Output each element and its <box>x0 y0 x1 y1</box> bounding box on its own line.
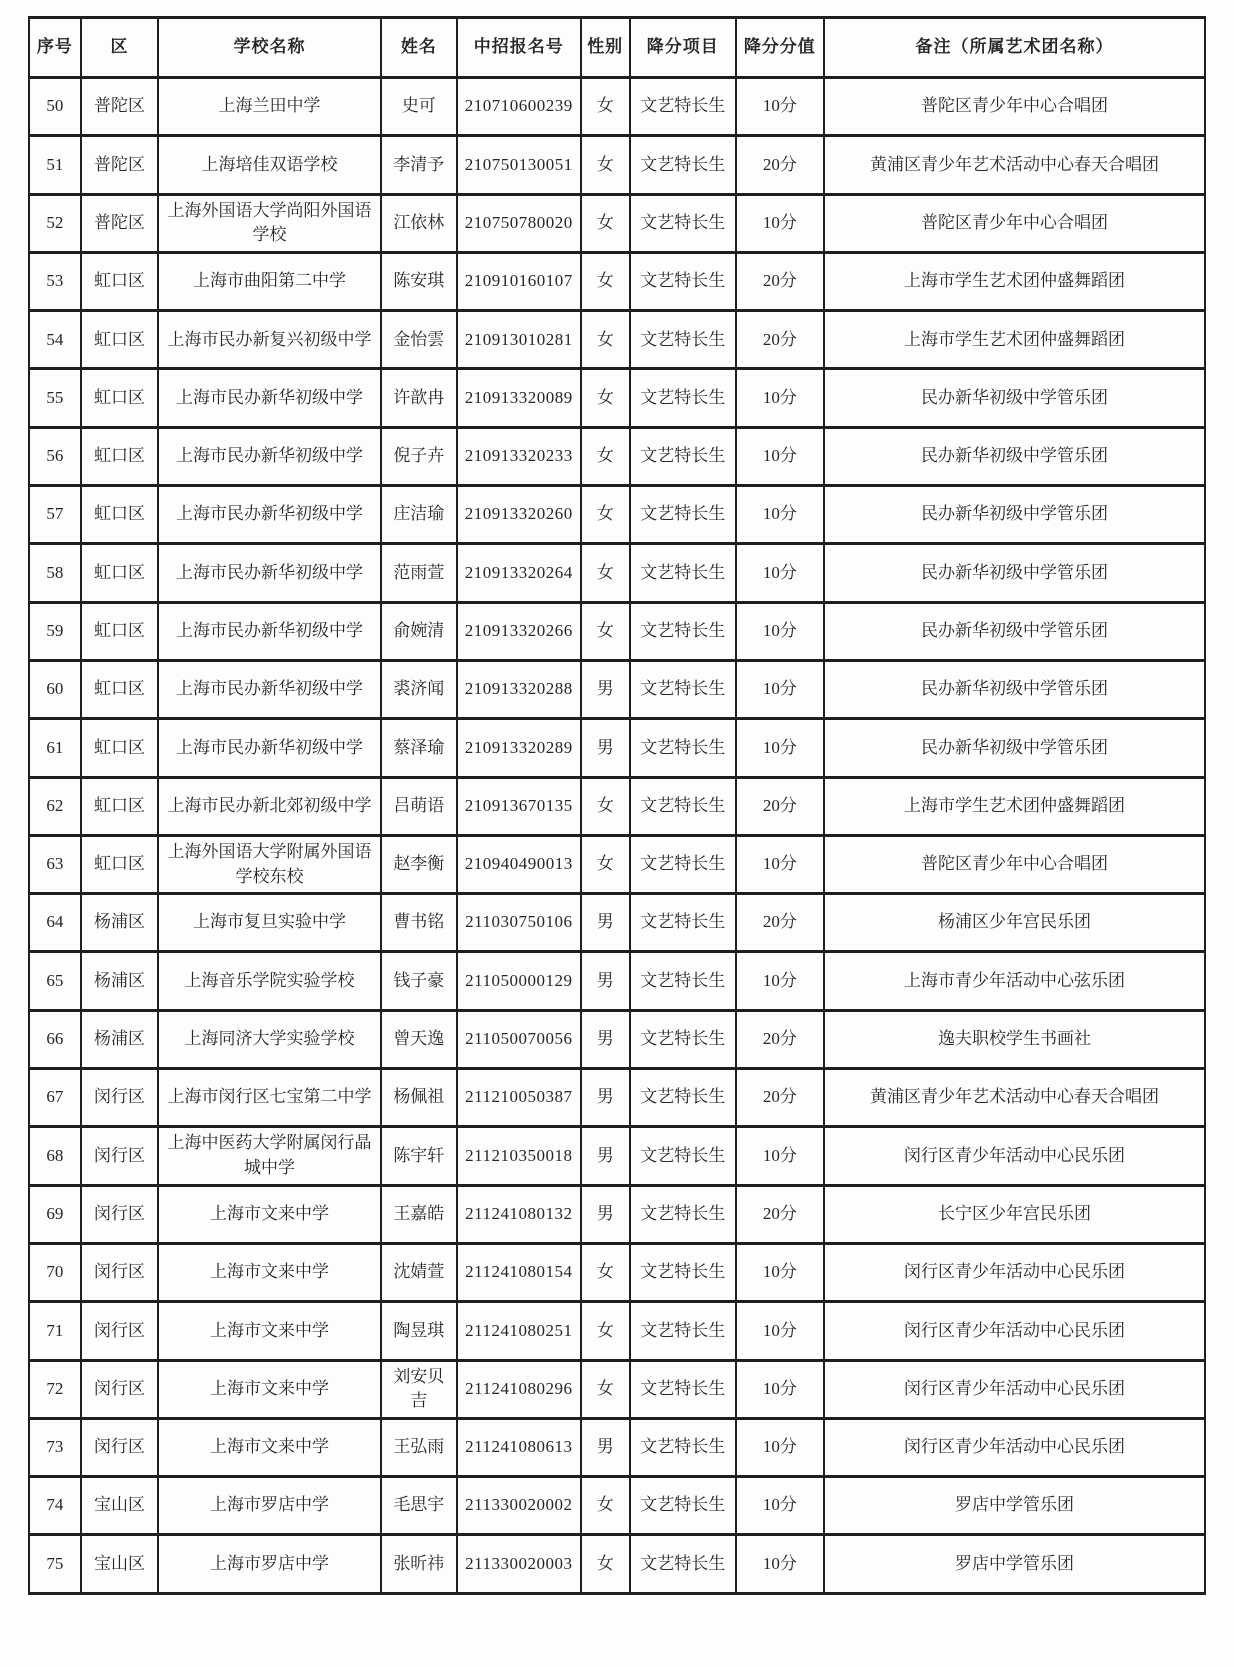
cell-district: 闵行区 <box>81 1069 159 1127</box>
cell-category: 文艺特长生 <box>630 835 736 893</box>
cell-remark: 黄浦区青少年艺术活动中心春天合唱团 <box>824 1069 1205 1127</box>
cell-student-name: 范雨萱 <box>381 544 457 602</box>
cell-points: 20分 <box>736 252 824 310</box>
cell-district: 虹口区 <box>81 777 159 835</box>
cell-registration-no: 211210350018 <box>457 1127 580 1185</box>
cell-registration-no: 210913320260 <box>457 486 580 544</box>
cell-school: 上海市文来中学 <box>158 1418 380 1476</box>
cell-index: 73 <box>29 1418 81 1476</box>
cell-index: 54 <box>29 311 81 369</box>
header-row <box>29 18 1205 78</box>
cell-points: 10分 <box>736 602 824 660</box>
cell-district: 杨浦区 <box>81 894 159 952</box>
student-admissions-table <box>28 16 1206 1595</box>
cell-index: 71 <box>29 1302 81 1360</box>
table-row <box>29 1535 1205 1593</box>
cell-index: 59 <box>29 602 81 660</box>
cell-district: 虹口区 <box>81 311 159 369</box>
cell-registration-no: 210913320264 <box>457 544 580 602</box>
cell-student-name: 李清予 <box>381 136 457 194</box>
cell-student-name: 刘安贝吉 <box>381 1360 457 1418</box>
table-row <box>29 369 1205 427</box>
cell-registration-no: 210710600239 <box>457 78 580 136</box>
cell-remark: 罗店中学管乐团 <box>824 1535 1205 1593</box>
table-row <box>29 835 1205 893</box>
cell-registration-no: 211330020003 <box>457 1535 580 1593</box>
cell-registration-no: 210913320288 <box>457 660 580 718</box>
cell-gender: 女 <box>581 252 630 310</box>
cell-category: 文艺特长生 <box>630 1127 736 1185</box>
cell-remark: 黄浦区青少年艺术活动中心春天合唱团 <box>824 136 1205 194</box>
cell-category: 文艺特长生 <box>630 252 736 310</box>
cell-gender: 女 <box>581 1360 630 1418</box>
cell-registration-no: 210940490013 <box>457 835 580 893</box>
column-header-points: 降分分值 <box>736 18 824 78</box>
cell-gender: 男 <box>581 1127 630 1185</box>
cell-gender: 男 <box>581 1185 630 1243</box>
cell-school: 上海音乐学院实验学校 <box>158 952 380 1010</box>
cell-index: 68 <box>29 1127 81 1185</box>
column-header-district: 区 <box>81 18 159 78</box>
cell-district: 普陀区 <box>81 194 159 252</box>
cell-registration-no: 211050000129 <box>457 952 580 1010</box>
cell-remark: 上海市学生艺术团仲盛舞蹈团 <box>824 252 1205 310</box>
cell-category: 文艺特长生 <box>630 602 736 660</box>
cell-remark: 民办新华初级中学管乐团 <box>824 544 1205 602</box>
table-row <box>29 427 1205 485</box>
cell-category: 文艺特长生 <box>630 427 736 485</box>
cell-district: 宝山区 <box>81 1477 159 1535</box>
cell-school: 上海市民办新华初级中学 <box>158 602 380 660</box>
column-header-school: 学校名称 <box>158 18 380 78</box>
cell-school: 上海市民办新华初级中学 <box>158 719 380 777</box>
cell-student-name: 史可 <box>381 78 457 136</box>
cell-remark: 民办新华初级中学管乐团 <box>824 660 1205 718</box>
cell-category: 文艺特长生 <box>630 311 736 369</box>
cell-registration-no: 211241080613 <box>457 1418 580 1476</box>
cell-student-name: 吕萌语 <box>381 777 457 835</box>
cell-index: 72 <box>29 1360 81 1418</box>
cell-district: 杨浦区 <box>81 1010 159 1068</box>
cell-category: 文艺特长生 <box>630 1010 736 1068</box>
table-row <box>29 1069 1205 1127</box>
cell-remark: 上海市学生艺术团仲盛舞蹈团 <box>824 311 1205 369</box>
cell-index: 60 <box>29 660 81 718</box>
cell-school: 上海市民办新复兴初级中学 <box>158 311 380 369</box>
cell-school: 上海外国语大学尚阳外国语学校 <box>158 194 380 252</box>
cell-index: 66 <box>29 1010 81 1068</box>
cell-category: 文艺特长生 <box>630 660 736 718</box>
cell-remark: 闵行区青少年活动中心民乐团 <box>824 1127 1205 1185</box>
table-row <box>29 1127 1205 1185</box>
cell-remark: 闵行区青少年活动中心民乐团 <box>824 1418 1205 1476</box>
cell-student-name: 钱子豪 <box>381 952 457 1010</box>
cell-points: 10分 <box>736 952 824 1010</box>
cell-gender: 女 <box>581 1535 630 1593</box>
table-row <box>29 719 1205 777</box>
cell-student-name: 江依林 <box>381 194 457 252</box>
table-row <box>29 1010 1205 1068</box>
cell-remark: 民办新华初级中学管乐团 <box>824 369 1205 427</box>
cell-points: 10分 <box>736 1477 824 1535</box>
cell-index: 65 <box>29 952 81 1010</box>
cell-registration-no: 210913320089 <box>457 369 580 427</box>
cell-remark: 民办新华初级中学管乐团 <box>824 486 1205 544</box>
cell-district: 闵行区 <box>81 1302 159 1360</box>
cell-district: 闵行区 <box>81 1243 159 1301</box>
cell-school: 上海市民办新华初级中学 <box>158 660 380 718</box>
cell-index: 56 <box>29 427 81 485</box>
cell-gender: 女 <box>581 777 630 835</box>
table-row <box>29 952 1205 1010</box>
cell-registration-no: 210750130051 <box>457 136 580 194</box>
cell-points: 10分 <box>736 835 824 893</box>
cell-index: 74 <box>29 1477 81 1535</box>
cell-index: 69 <box>29 1185 81 1243</box>
cell-points: 20分 <box>736 894 824 952</box>
cell-remark: 罗店中学管乐团 <box>824 1477 1205 1535</box>
cell-registration-no: 210910160107 <box>457 252 580 310</box>
cell-student-name: 金怡雲 <box>381 311 457 369</box>
cell-student-name: 毛思宇 <box>381 1477 457 1535</box>
cell-points: 10分 <box>736 486 824 544</box>
cell-registration-no: 210750780020 <box>457 194 580 252</box>
cell-registration-no: 211210050387 <box>457 1069 580 1127</box>
column-header-registration-no: 中招报名号 <box>457 18 580 78</box>
cell-remark: 闵行区青少年活动中心民乐团 <box>824 1360 1205 1418</box>
cell-student-name: 杨佩祖 <box>381 1069 457 1127</box>
cell-index: 64 <box>29 894 81 952</box>
cell-points: 10分 <box>736 1302 824 1360</box>
cell-index: 55 <box>29 369 81 427</box>
cell-district: 虹口区 <box>81 602 159 660</box>
cell-district: 杨浦区 <box>81 952 159 1010</box>
cell-registration-no: 211241080296 <box>457 1360 580 1418</box>
cell-category: 文艺特长生 <box>630 1185 736 1243</box>
cell-registration-no: 211050070056 <box>457 1010 580 1068</box>
cell-student-name: 蔡泽瑜 <box>381 719 457 777</box>
cell-student-name: 沈婧萱 <box>381 1243 457 1301</box>
cell-district: 虹口区 <box>81 660 159 718</box>
cell-registration-no: 211241080132 <box>457 1185 580 1243</box>
cell-category: 文艺特长生 <box>630 136 736 194</box>
table-row <box>29 1302 1205 1360</box>
cell-category: 文艺特长生 <box>630 1535 736 1593</box>
cell-district: 普陀区 <box>81 78 159 136</box>
cell-district: 虹口区 <box>81 252 159 310</box>
table-row <box>29 194 1205 252</box>
cell-index: 62 <box>29 777 81 835</box>
cell-points: 10分 <box>736 1127 824 1185</box>
cell-points: 10分 <box>736 660 824 718</box>
cell-student-name: 陈安琪 <box>381 252 457 310</box>
column-header-remark: 备注（所属艺术团名称） <box>824 18 1205 78</box>
cell-remark: 民办新华初级中学管乐团 <box>824 719 1205 777</box>
table-row <box>29 1477 1205 1535</box>
cell-category: 文艺特长生 <box>630 544 736 602</box>
cell-remark: 长宁区少年宫民乐团 <box>824 1185 1205 1243</box>
cell-student-name: 陶昱琪 <box>381 1302 457 1360</box>
table-row <box>29 136 1205 194</box>
cell-category: 文艺特长生 <box>630 719 736 777</box>
cell-district: 闵行区 <box>81 1185 159 1243</box>
cell-gender: 女 <box>581 1243 630 1301</box>
cell-points: 20分 <box>736 777 824 835</box>
cell-category: 文艺特长生 <box>630 1360 736 1418</box>
cell-district: 普陀区 <box>81 136 159 194</box>
cell-remark: 上海市青少年活动中心弦乐团 <box>824 952 1205 1010</box>
cell-points: 20分 <box>736 1010 824 1068</box>
cell-student-name: 陈宇轩 <box>381 1127 457 1185</box>
cell-points: 10分 <box>736 544 824 602</box>
column-header-index: 序号 <box>29 18 81 78</box>
cell-gender: 女 <box>581 194 630 252</box>
cell-index: 50 <box>29 78 81 136</box>
cell-gender: 男 <box>581 952 630 1010</box>
cell-district: 虹口区 <box>81 835 159 893</box>
cell-gender: 女 <box>581 427 630 485</box>
cell-district: 宝山区 <box>81 1535 159 1593</box>
cell-index: 57 <box>29 486 81 544</box>
cell-category: 文艺特长生 <box>630 1069 736 1127</box>
cell-registration-no: 210913320233 <box>457 427 580 485</box>
cell-gender: 男 <box>581 1010 630 1068</box>
cell-district: 闵行区 <box>81 1127 159 1185</box>
cell-points: 10分 <box>736 1243 824 1301</box>
cell-points: 10分 <box>736 194 824 252</box>
table-row <box>29 486 1205 544</box>
cell-school: 上海中医药大学附属闵行晶城中学 <box>158 1127 380 1185</box>
cell-student-name: 裘济闻 <box>381 660 457 718</box>
cell-category: 文艺特长生 <box>630 1477 736 1535</box>
cell-student-name: 赵李衡 <box>381 835 457 893</box>
table-row <box>29 1360 1205 1418</box>
cell-registration-no: 211241080154 <box>457 1243 580 1301</box>
cell-gender: 男 <box>581 719 630 777</box>
cell-school: 上海市民办新华初级中学 <box>158 486 380 544</box>
table-row <box>29 1418 1205 1476</box>
cell-category: 文艺特长生 <box>630 486 736 544</box>
cell-points: 20分 <box>736 1069 824 1127</box>
cell-gender: 男 <box>581 660 630 718</box>
cell-school: 上海市文来中学 <box>158 1243 380 1301</box>
cell-school: 上海市复旦实验中学 <box>158 894 380 952</box>
cell-student-name: 俞婉清 <box>381 602 457 660</box>
cell-gender: 男 <box>581 1418 630 1476</box>
cell-district: 闵行区 <box>81 1360 159 1418</box>
cell-registration-no: 211330020002 <box>457 1477 580 1535</box>
cell-school: 上海市闵行区七宝第二中学 <box>158 1069 380 1127</box>
cell-school: 上海市民办新华初级中学 <box>158 544 380 602</box>
cell-category: 文艺特长生 <box>630 369 736 427</box>
cell-index: 51 <box>29 136 81 194</box>
cell-category: 文艺特长生 <box>630 194 736 252</box>
cell-remark: 上海市学生艺术团仲盛舞蹈团 <box>824 777 1205 835</box>
cell-school: 上海市民办新北郊初级中学 <box>158 777 380 835</box>
cell-remark: 普陀区青少年中心合唱团 <box>824 835 1205 893</box>
cell-registration-no: 211241080251 <box>457 1302 580 1360</box>
cell-remark: 民办新华初级中学管乐团 <box>824 427 1205 485</box>
cell-points: 10分 <box>736 719 824 777</box>
cell-school: 上海市文来中学 <box>158 1185 380 1243</box>
cell-school: 上海市文来中学 <box>158 1360 380 1418</box>
cell-student-name: 曾天逸 <box>381 1010 457 1068</box>
cell-student-name: 庄洁瑜 <box>381 486 457 544</box>
cell-gender: 女 <box>581 369 630 427</box>
table-row <box>29 78 1205 136</box>
cell-gender: 女 <box>581 1477 630 1535</box>
cell-student-name: 张昕祎 <box>381 1535 457 1593</box>
cell-points: 10分 <box>736 1360 824 1418</box>
table-row <box>29 1185 1205 1243</box>
cell-gender: 女 <box>581 136 630 194</box>
cell-points: 10分 <box>736 78 824 136</box>
table-row <box>29 311 1205 369</box>
cell-gender: 女 <box>581 78 630 136</box>
cell-points: 20分 <box>736 311 824 369</box>
cell-index: 61 <box>29 719 81 777</box>
table-row <box>29 660 1205 718</box>
cell-district: 虹口区 <box>81 719 159 777</box>
cell-points: 10分 <box>736 1535 824 1593</box>
cell-student-name: 许歆冉 <box>381 369 457 427</box>
column-header-student-name: 姓名 <box>381 18 457 78</box>
cell-gender: 男 <box>581 1069 630 1127</box>
cell-district: 闵行区 <box>81 1418 159 1476</box>
cell-district: 虹口区 <box>81 369 159 427</box>
cell-student-name: 王嘉皓 <box>381 1185 457 1243</box>
cell-school: 上海市罗店中学 <box>158 1535 380 1593</box>
cell-index: 70 <box>29 1243 81 1301</box>
cell-district: 虹口区 <box>81 544 159 602</box>
cell-registration-no: 210913320266 <box>457 602 580 660</box>
table-body <box>29 78 1205 1594</box>
cell-school: 上海市曲阳第二中学 <box>158 252 380 310</box>
cell-gender: 女 <box>581 544 630 602</box>
cell-remark: 闵行区青少年活动中心民乐团 <box>824 1243 1205 1301</box>
cell-school: 上海同济大学实验学校 <box>158 1010 380 1068</box>
cell-school: 上海市文来中学 <box>158 1302 380 1360</box>
cell-remark: 普陀区青少年中心合唱团 <box>824 78 1205 136</box>
cell-gender: 女 <box>581 1302 630 1360</box>
cell-registration-no: 211030750106 <box>457 894 580 952</box>
cell-registration-no: 210913320289 <box>457 719 580 777</box>
cell-school: 上海市罗店中学 <box>158 1477 380 1535</box>
cell-category: 文艺特长生 <box>630 1302 736 1360</box>
cell-index: 75 <box>29 1535 81 1593</box>
cell-registration-no: 210913010281 <box>457 311 580 369</box>
cell-remark: 普陀区青少年中心合唱团 <box>824 194 1205 252</box>
cell-gender: 女 <box>581 602 630 660</box>
cell-index: 67 <box>29 1069 81 1127</box>
cell-index: 52 <box>29 194 81 252</box>
cell-points: 20分 <box>736 136 824 194</box>
cell-points: 10分 <box>736 427 824 485</box>
cell-category: 文艺特长生 <box>630 894 736 952</box>
table-row <box>29 544 1205 602</box>
cell-school: 上海市民办新华初级中学 <box>158 369 380 427</box>
cell-index: 58 <box>29 544 81 602</box>
cell-gender: 女 <box>581 311 630 369</box>
cell-remark: 逸夫职校学生书画社 <box>824 1010 1205 1068</box>
cell-category: 文艺特长生 <box>630 1243 736 1301</box>
cell-remark: 闵行区青少年活动中心民乐团 <box>824 1302 1205 1360</box>
cell-gender: 男 <box>581 894 630 952</box>
cell-category: 文艺特长生 <box>630 952 736 1010</box>
cell-gender: 女 <box>581 835 630 893</box>
cell-index: 53 <box>29 252 81 310</box>
cell-category: 文艺特长生 <box>630 78 736 136</box>
cell-registration-no: 210913670135 <box>457 777 580 835</box>
cell-remark: 杨浦区少年宫民乐团 <box>824 894 1205 952</box>
cell-gender: 女 <box>581 486 630 544</box>
table-row <box>29 252 1205 310</box>
table-row <box>29 894 1205 952</box>
cell-district: 虹口区 <box>81 486 159 544</box>
cell-points: 10分 <box>736 1418 824 1476</box>
cell-points: 20分 <box>736 1185 824 1243</box>
cell-student-name: 曹书铭 <box>381 894 457 952</box>
cell-student-name: 倪子卉 <box>381 427 457 485</box>
cell-school: 上海市民办新华初级中学 <box>158 427 380 485</box>
cell-school: 上海兰田中学 <box>158 78 380 136</box>
cell-category: 文艺特长生 <box>630 1418 736 1476</box>
table-header <box>29 18 1205 78</box>
cell-district: 虹口区 <box>81 427 159 485</box>
cell-index: 63 <box>29 835 81 893</box>
cell-student-name: 王弘雨 <box>381 1418 457 1476</box>
table-row <box>29 602 1205 660</box>
column-header-gender: 性别 <box>581 18 630 78</box>
cell-category: 文艺特长生 <box>630 777 736 835</box>
cell-school: 上海培佳双语学校 <box>158 136 380 194</box>
cell-school: 上海外国语大学附属外国语学校东校 <box>158 835 380 893</box>
cell-points: 10分 <box>736 369 824 427</box>
cell-remark: 民办新华初级中学管乐团 <box>824 602 1205 660</box>
column-header-category: 降分项目 <box>630 18 736 78</box>
table-row <box>29 777 1205 835</box>
table-row <box>29 1243 1205 1301</box>
